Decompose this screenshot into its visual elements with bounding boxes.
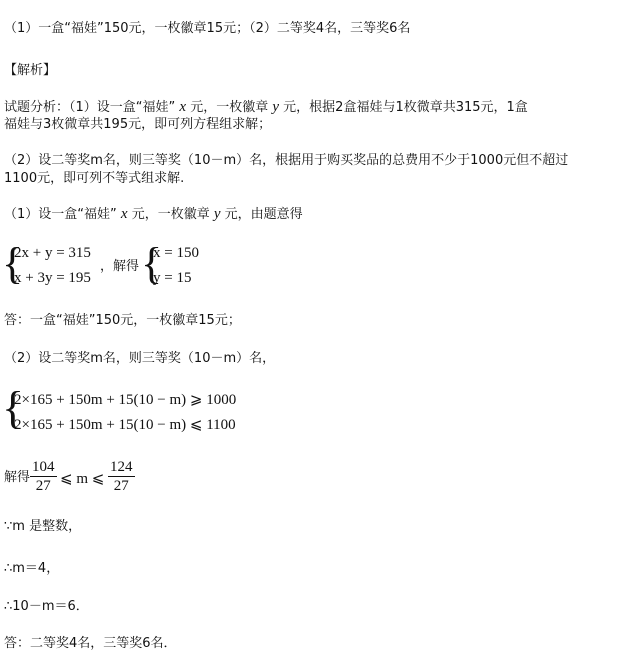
range-middle: ⩽ m ⩽ <box>60 471 105 487</box>
m-value: ∴m＝4， <box>4 561 60 576</box>
fraction-numerator: 124 <box>110 459 133 475</box>
analysis-heading: 【解析】 <box>4 63 57 78</box>
answer-summary: （1）一盒“福娃”150元，一枚徽章15元；（2）二等奖4名，三等奖6名 <box>4 21 411 36</box>
final-answer: 答：二等奖4名，三等奖6名． <box>4 636 177 651</box>
left-brace: { <box>2 239 24 288</box>
system1-equation-1: 2x + y = 315 <box>14 245 91 261</box>
integer-condition: ∵m 是整数， <box>4 519 82 534</box>
third-prize-count: ∴10－m＝6． <box>4 599 89 614</box>
analysis-intro-line-2: 福娃与3枚微章共195元，即可列方程组求解； <box>4 117 272 132</box>
solve-label-2: 解得 <box>4 470 31 485</box>
left-brace: { <box>2 382 25 433</box>
lower-bound-fraction <box>30 459 57 495</box>
system1-equation-2: x + 3y = 195 <box>14 270 91 286</box>
solution-x: x = 150 <box>153 245 199 261</box>
solution1-setup <box>4 205 303 224</box>
fraction-numerator: 104 <box>32 459 55 475</box>
setup-text-b: 元，一枚徽章 <box>131 207 210 222</box>
intro-text-b: 元，一枚徽章 <box>190 100 269 115</box>
part2-intro-line-1: （2）设二等奖m名，则三等奖（10－m）名，根据用于购买奖品的总费用不少于1000元但不超过 <box>4 153 569 168</box>
intro-text-a: 试题分析：（1）设一盒“福娃” <box>4 100 176 115</box>
solution-y: y = 15 <box>153 270 192 286</box>
setup-text-c: 元，由题意得 <box>224 207 303 222</box>
variable-y: y <box>213 206 221 222</box>
inequality-2: 2×165 + 150m + 15(10 − m) ⩽ 1100 <box>14 417 236 433</box>
solve-label: ，解得 <box>100 259 140 274</box>
inequality-1: 2×165 + 150m + 15(10 − m) ⩾ 1000 <box>14 392 237 408</box>
fraction-denominator: 27 <box>35 478 51 494</box>
solution1-answer: 答：一盒“福娃”150元，一枚徽章15元； <box>4 313 241 328</box>
upper-bound-fraction <box>108 459 135 495</box>
part2-intro-line-2: 1100元，即可列不等式组求解. <box>4 171 185 186</box>
variable-x: x <box>120 206 128 222</box>
intro-text-c: 元，根据2盒福娃与1枚微章共315元，1盒 <box>283 100 528 115</box>
fraction-denominator: 27 <box>113 478 129 494</box>
variable-x: x <box>179 99 187 115</box>
setup-text-a: （1）设一盒“福娃” <box>4 207 117 222</box>
solution2-setup: （2）设二等奖m名，则三等奖（10－m）名， <box>4 351 276 366</box>
analysis-intro-line-1 <box>4 98 528 117</box>
left-brace: { <box>141 239 163 288</box>
variable-y: y <box>272 99 280 115</box>
